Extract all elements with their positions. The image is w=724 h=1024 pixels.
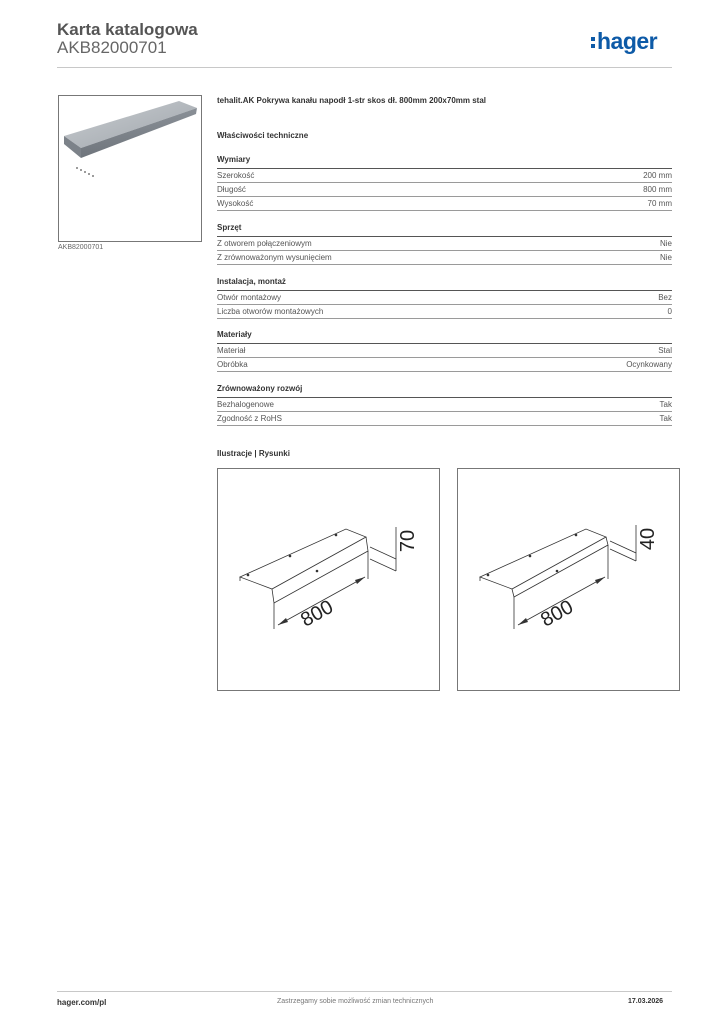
- section-title: Sprzęt: [217, 223, 672, 237]
- row-value: Tak: [659, 414, 672, 423]
- row-label: Z otworem połączeniowym: [217, 239, 312, 248]
- row-value: Tak: [659, 400, 672, 409]
- table-row: [217, 398, 672, 412]
- footer-disclaimer: Zastrzegamy sobie możliwość zmian technicznych: [277, 998, 434, 1005]
- row-value: Ocynkowany: [626, 360, 672, 369]
- dimension-height-label: 40: [637, 527, 659, 551]
- row-label: Obróbka: [217, 360, 248, 369]
- product-description: tehalit.AK Pokrywa kanału napodł 1-str skos dł. 800mm 200x70mm stal: [217, 96, 486, 105]
- row-value: 70 mm: [647, 199, 672, 208]
- section-sustainability: [217, 384, 672, 426]
- row-value: 0: [667, 307, 672, 316]
- section-title: Materiały: [217, 330, 672, 344]
- section-title: Wymiary: [217, 155, 672, 169]
- logo-text: hager: [597, 28, 658, 54]
- row-label: Wysokość: [217, 199, 254, 208]
- row-label: Liczba otworów montażowych: [217, 307, 324, 316]
- product-image-frame: [58, 95, 202, 242]
- section-title: Zrównoważony rozwój: [217, 384, 672, 398]
- hager-logo: [591, 28, 657, 55]
- row-value: Nie: [659, 253, 672, 262]
- row-label: Z zrównoważonym wysunięciem: [217, 253, 332, 262]
- product-code: AKB82000701: [57, 38, 167, 57]
- row-label: Bezhalogenowe: [217, 400, 274, 409]
- row-value: 200 mm: [643, 171, 672, 180]
- section-title: Instalacja, montaż: [217, 277, 672, 291]
- properties-heading: Właściwości techniczne: [217, 131, 309, 140]
- table-row: [217, 291, 672, 305]
- dimension-height-label: 70: [397, 529, 419, 553]
- drawing-frame-1: [217, 468, 440, 691]
- section-equipment: [217, 223, 672, 265]
- document-title: Karta katalogowa: [57, 20, 198, 39]
- row-value: 800 mm: [643, 185, 672, 194]
- row-value: Nie: [659, 239, 672, 248]
- table-row: [217, 305, 672, 319]
- drawing-frame-2: [457, 468, 680, 691]
- row-label: Materiał: [217, 346, 246, 355]
- row-value: Bez: [658, 293, 672, 302]
- dimension-length-label: 800: [297, 596, 338, 632]
- product-image-caption: AKB82000701: [58, 244, 104, 251]
- row-value: Stal: [658, 346, 672, 355]
- table-row: [217, 169, 672, 183]
- footer-website-link[interactable]: hager.com/pl: [57, 998, 107, 1007]
- technical-drawing-2: [458, 469, 679, 690]
- table-row: [217, 183, 672, 197]
- table-row: [217, 358, 672, 372]
- header-divider: [57, 67, 672, 68]
- table-row: [217, 412, 672, 426]
- row-label: Długość: [217, 185, 246, 194]
- table-row: [217, 197, 672, 211]
- section-installation: [217, 277, 672, 319]
- row-label: Szerokość: [217, 171, 255, 180]
- table-row: [217, 237, 672, 251]
- section-dimensions: [217, 155, 672, 211]
- row-label: Otwór montażowy: [217, 293, 282, 302]
- row-label: Zgodność z RoHS: [217, 414, 282, 423]
- footer-divider: [57, 991, 672, 992]
- footer-date: 17.03.2026: [628, 998, 664, 1005]
- section-materials: [217, 330, 672, 372]
- logo-dots-icon: [591, 34, 595, 51]
- table-row: [217, 251, 672, 265]
- product-image: [59, 96, 201, 241]
- dimension-length-label: 800: [537, 596, 578, 632]
- table-row: [217, 344, 672, 358]
- technical-drawing-1: [218, 469, 439, 690]
- illustrations-heading: Ilustracje | Rysunki: [217, 449, 290, 458]
